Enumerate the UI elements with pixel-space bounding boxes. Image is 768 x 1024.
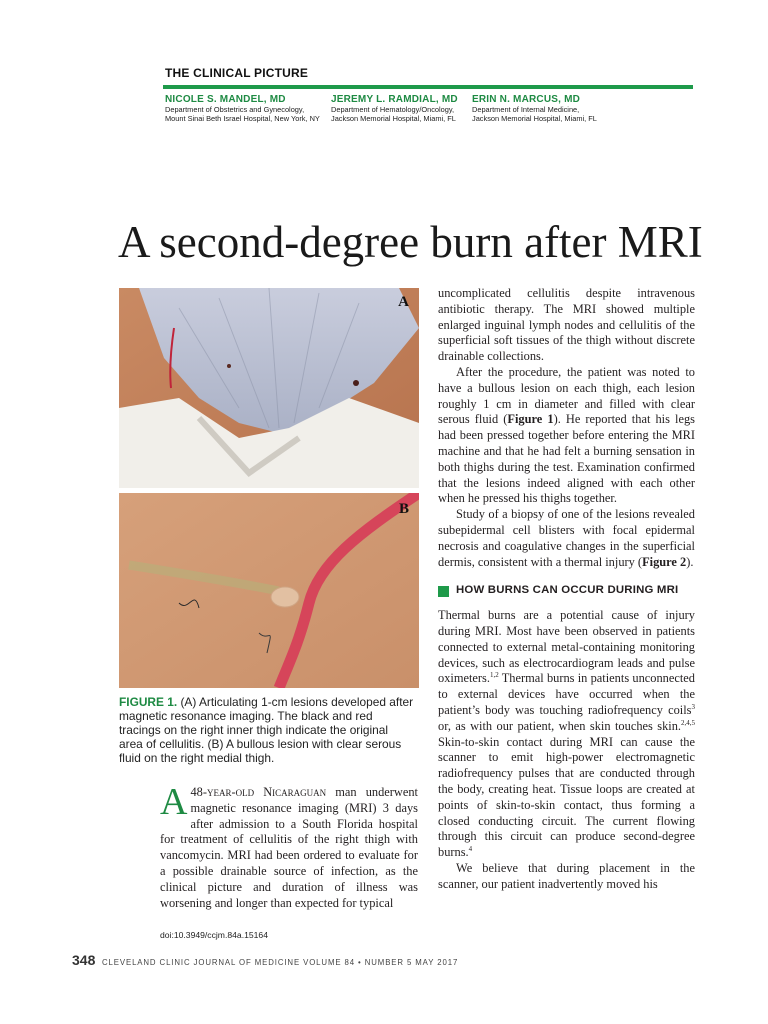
paragraph: Thermal burns are a potential cause of injury during MRI. Most have been observed in patients connected to external metal-containing monitoring devices, such as electrocardiogram leads and pulse oximeters.$^{1,2}$ Thermal burns in patients unconnected to external devices have occurred when the patient’s body was touching radiofrequency coils$^3$ or, as with our patient, when skin touches skin.$^{2,4,5}$ Skin-to-skin contact during MRI can cause the scanner to emit high-power electromagnetic radiofrequency pulses that are conducted through the body, creating heat. Tissue loops are created at points of skin-to-skin contact, thus forming a closed conducting circuit. The current flowing through this circuit can produce second-degree burns.$^4$ — [438, 608, 695, 860]
author-name: NICOLE S. MANDEL, MD — [165, 94, 286, 105]
article-title: A second-degree burn after MRI — [118, 217, 703, 267]
green-square-icon — [438, 586, 449, 597]
paragraph: uncomplicated cellulitis despite intravenous antibiotic therapy. The MRI showed multiple enlarged inguinal lymph nodes and cellulitis of the superficial soft tissues of the thigh without discrete drainable collections. — [438, 286, 695, 364]
author-dept: Jackson Memorial Hospital, Miami, FL — [472, 114, 597, 123]
right-column — [438, 286, 695, 892]
caption-label: FIGURE 1. — [119, 695, 178, 709]
paragraph: We believe that during placement in the scanner, our patient inadvertently moved his — [438, 860, 695, 891]
figure-caption — [119, 695, 415, 765]
author-dept: Jackson Memorial Hospital, Miami, FL — [331, 114, 456, 123]
author-block-1 — [165, 94, 320, 123]
paragraph: Study of a biopsy of one of the lesions revealed subepidermal cell blisters with focal epidermal necrosis and coagulative changes in the superficial dermis, consistent with a thermal injury (Figure 2). — [438, 507, 695, 569]
author-dept: Mount Sinai Beth Israel Hospital, New York, NY — [165, 114, 320, 123]
intro-text: man underwent magnetic resonance imaging (MRI) 3 days after admission to a South Florida hospital for treatment of cellulitis of the right thigh with vancomycin. MRI had been ordered to evaluate for a possible drainable source of infection, as the clinical picture and duration of illness was worsening and longer than expected for typical — [160, 785, 419, 910]
author-dept: Department of Internal Medicine, — [472, 105, 580, 114]
left-column — [160, 781, 419, 911]
figure-reference: Figure 1 — [507, 412, 554, 427]
figure-1a-photo — [119, 288, 419, 488]
page-number: 348 — [72, 952, 96, 968]
author-block-3 — [472, 94, 597, 123]
lead-in: 48-year-old Nicaraguan — [190, 785, 327, 799]
paragraph: After the procedure, the patient was noted to have a bullous lesion on each thigh, each lesion roughly 1 cm in diameter and filled with clear serous fluid (Figure 1). He reported that his legs had been pressed together before entering the MRI machine and that he had felt a burning sensation in both thighs during the test. Examination confirmed that the lesions indeed aligned with each other when he pressed his thighs together. — [438, 364, 695, 506]
author-block-2 — [331, 94, 458, 123]
author-dept: Department of Obstetrics and Gynecology, — [165, 105, 305, 114]
figure-1a-image — [119, 288, 419, 488]
figure-1a-letter: A — [398, 294, 409, 310]
figure-reference: Figure 2 — [642, 554, 687, 569]
doi: doi:10.3949/ccjm.84a.15164 — [160, 930, 268, 940]
section-label: THE CLINICAL PICTURE — [165, 66, 309, 80]
figure-1b-image — [119, 493, 419, 688]
author-dept: Department of Hematology/Oncology, — [331, 105, 455, 114]
journal-footer: CLEVELAND CLINIC JOURNAL OF MEDICINE VOLUME 84 • NUMBER 5 MAY 2017 — [102, 958, 459, 967]
subhead-text: HOW BURNS CAN OCCUR DURING MRI — [456, 584, 679, 597]
section-subhead — [438, 583, 695, 599]
author-name: JEREMY L. RAMDIAL, MD — [331, 94, 458, 105]
header-rule — [163, 85, 693, 89]
intro-paragraph — [160, 781, 419, 911]
caption-text: (A) Articulating 1-cm lesions developed after magnetic resonance imaging. The black and red tracings on the right inner thigh indicate the original area of cellulitis. (B) A bullous lesion with clear serous fluid on the right medial thigh. — [119, 695, 414, 765]
drop-cap: A — [160, 781, 188, 823]
figure-1b-photo — [119, 493, 419, 688]
figure-1b-letter: B — [398, 501, 409, 517]
author-name: ERIN N. MARCUS, MD — [472, 94, 581, 105]
